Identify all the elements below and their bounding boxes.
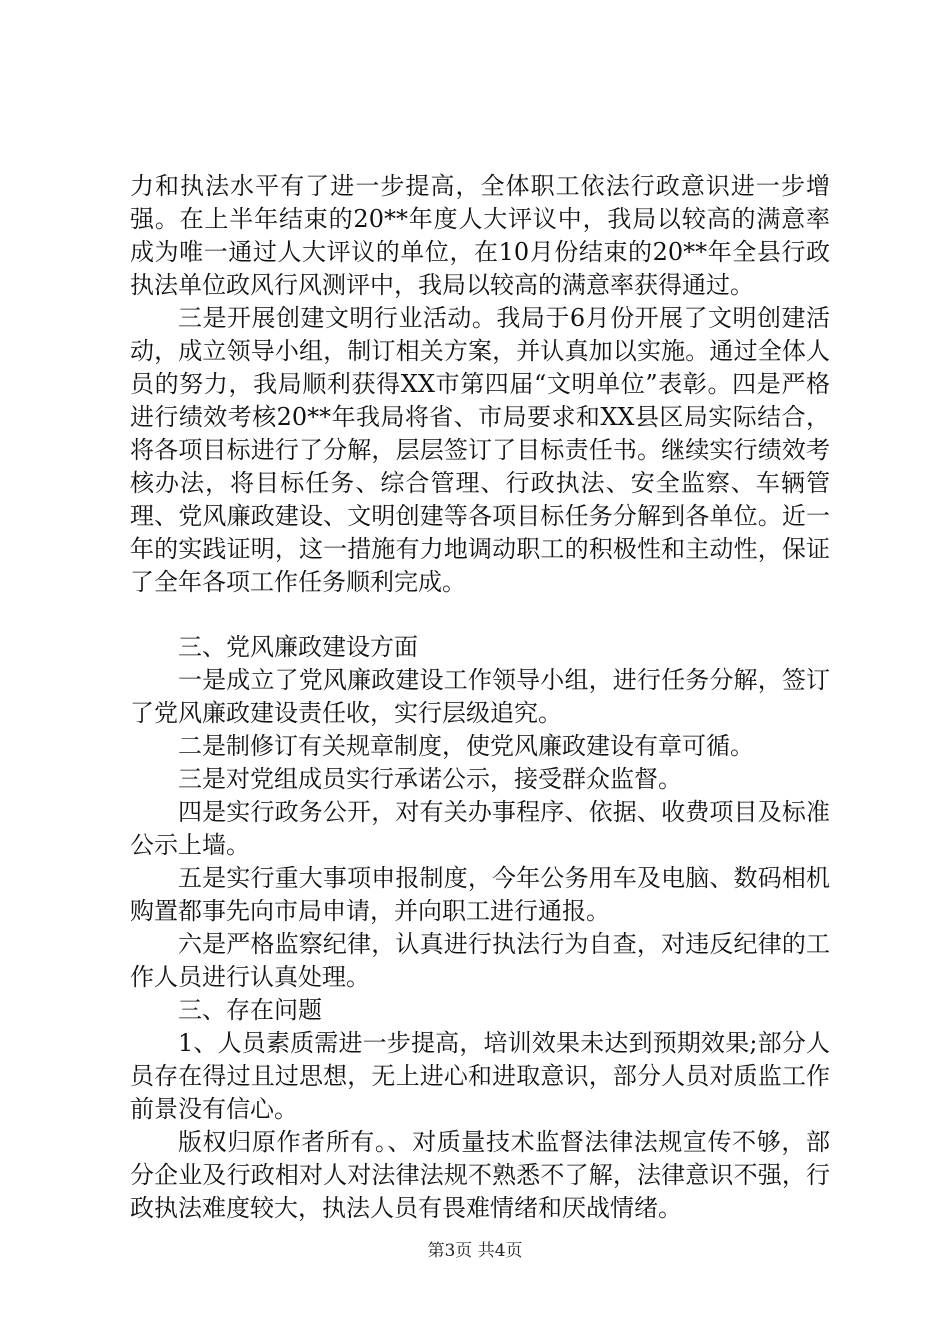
- paragraph-item-3: 三是对党组成员实行承诺公示，接受群众监督。: [178, 765, 682, 793]
- document-body: [130, 170, 830, 1225]
- paragraph-item-6: 六是严格监察纪律，认真进行执法行为自查，对违反纪律的工作人员进行认真处理。: [130, 930, 830, 991]
- paragraph-civilization-activity: 三是开展创建文明行业活动。我局于6月份开展了文明创建活动，成立领导小组，制订相关方案，并认真加以实施。通过全体人员的努力，我局顺利获得XX市第四届“文明单位”表彰。四是严格进行绩效考核20**年我局将省、市局要求和XX县区局实际结合，将各项目标进行了分解，层层签订了目标责任书。继续实行绩效考核办法，将目标任务、综合管理、行政执法、安全监察、车辆管理、党风廉政建设、文明创建等各项目标任务分解到各单位。近一年的实践证明，这一措施有力地调动职工的积极性和主动性，保证了全年各项工作任务顺利完成。: [130, 304, 830, 596]
- paragraph-item-2: 二是制修订有关规章制度，使党风廉政建设有章可循。: [178, 732, 754, 760]
- section-heading-problems: 三、存在问题: [178, 996, 322, 1024]
- paragraph-problem-1: 1、人员素质需进一步提高，培训效果未达到预期效果;部分人员存在得过且过思想，无上进心和进取意识，部分人员对质监工作前景没有信心。: [130, 1029, 830, 1123]
- page-number-footer: 第3页 共4页: [427, 1241, 523, 1261]
- paragraph-item-4: 四是实行政务公开，对有关办事程序、依据、收费项目及标准公示上墙。: [130, 798, 830, 859]
- paragraph-problem-2: 版权归原作者所有。、对质量技术监督法律法规宣传不够，部分企业及行政相对人对法律法规不熟悉不了解，法律意识不强，行政执法难度较大，执法人员有畏难情绪和厌战情绪。: [130, 1128, 830, 1222]
- paragraph-item-5: 五是实行重大事项申报制度，今年公务用车及电脑、数码相机购置都事先向市局申请，并向职工进行通报。: [130, 864, 830, 925]
- paragraph-continuation: 力和执法水平有了进一步提高，全体职工依法行政意识进一步增强。在上半年结束的20**年度人大评议中，我局以较高的满意率成为唯一通过人大评议的单位，在10月份结束的20**年全县行政执法单位政风行风测评中，我局以较高的满意率获得通过。: [130, 172, 830, 299]
- paragraph-item-1: 一是成立了党风廉政建设工作领导小组，进行任务分解，签订了党风廉政建设责任收，实行层级追究。: [130, 666, 830, 727]
- section-heading-party-conduct: 三、党风廉政建设方面: [178, 633, 418, 661]
